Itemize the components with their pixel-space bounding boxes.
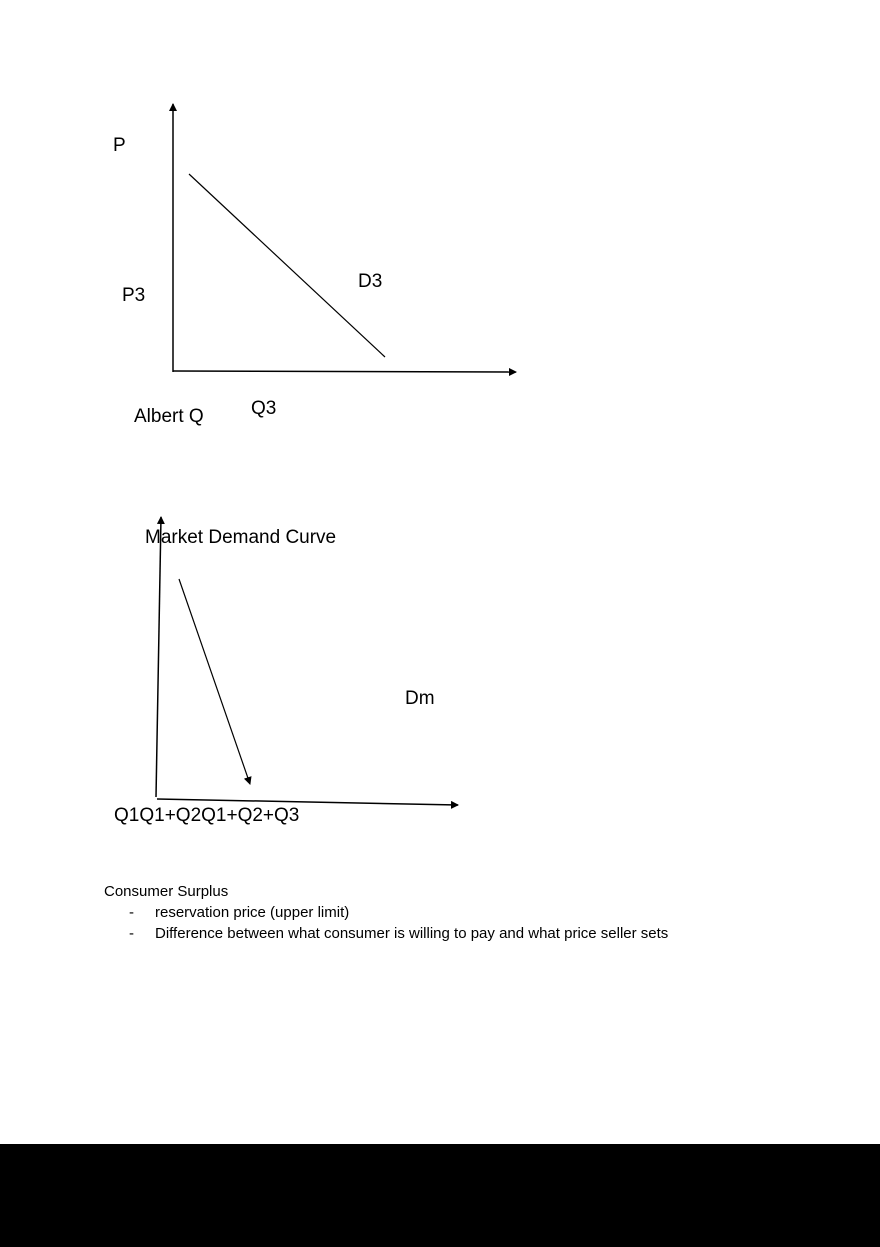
bullet-text: reservation price (upper limit)	[155, 904, 350, 921]
curve-label: D3	[358, 271, 383, 292]
market-demand-arrow	[179, 579, 250, 784]
list-item	[104, 923, 669, 944]
quantity-label: Q3	[251, 398, 277, 419]
y-axis-label: P	[113, 135, 126, 156]
bullet-text: Difference between what consumer is willing to pay and what price seller sets	[155, 925, 669, 942]
consumer-surplus-notes	[104, 881, 669, 944]
bullet-marker: -	[129, 904, 134, 921]
x-axis-arrow	[173, 371, 516, 372]
market-y-axis-arrow	[156, 517, 161, 797]
list-item	[104, 902, 350, 923]
notes-heading: Consumer Surplus	[104, 883, 229, 900]
bullet-marker: -	[129, 925, 134, 942]
bottom-black-band	[0, 1144, 880, 1247]
market-curve-label: Dm	[405, 688, 435, 709]
x-axis-label: Albert Q	[134, 406, 204, 427]
market-x-axis-label: Q1Q1+Q2Q1+Q2+Q3	[114, 805, 300, 826]
demand-curve-d3	[189, 174, 385, 357]
market-chart-title: Market Demand Curve	[145, 527, 337, 548]
price-label: P3	[122, 285, 146, 306]
